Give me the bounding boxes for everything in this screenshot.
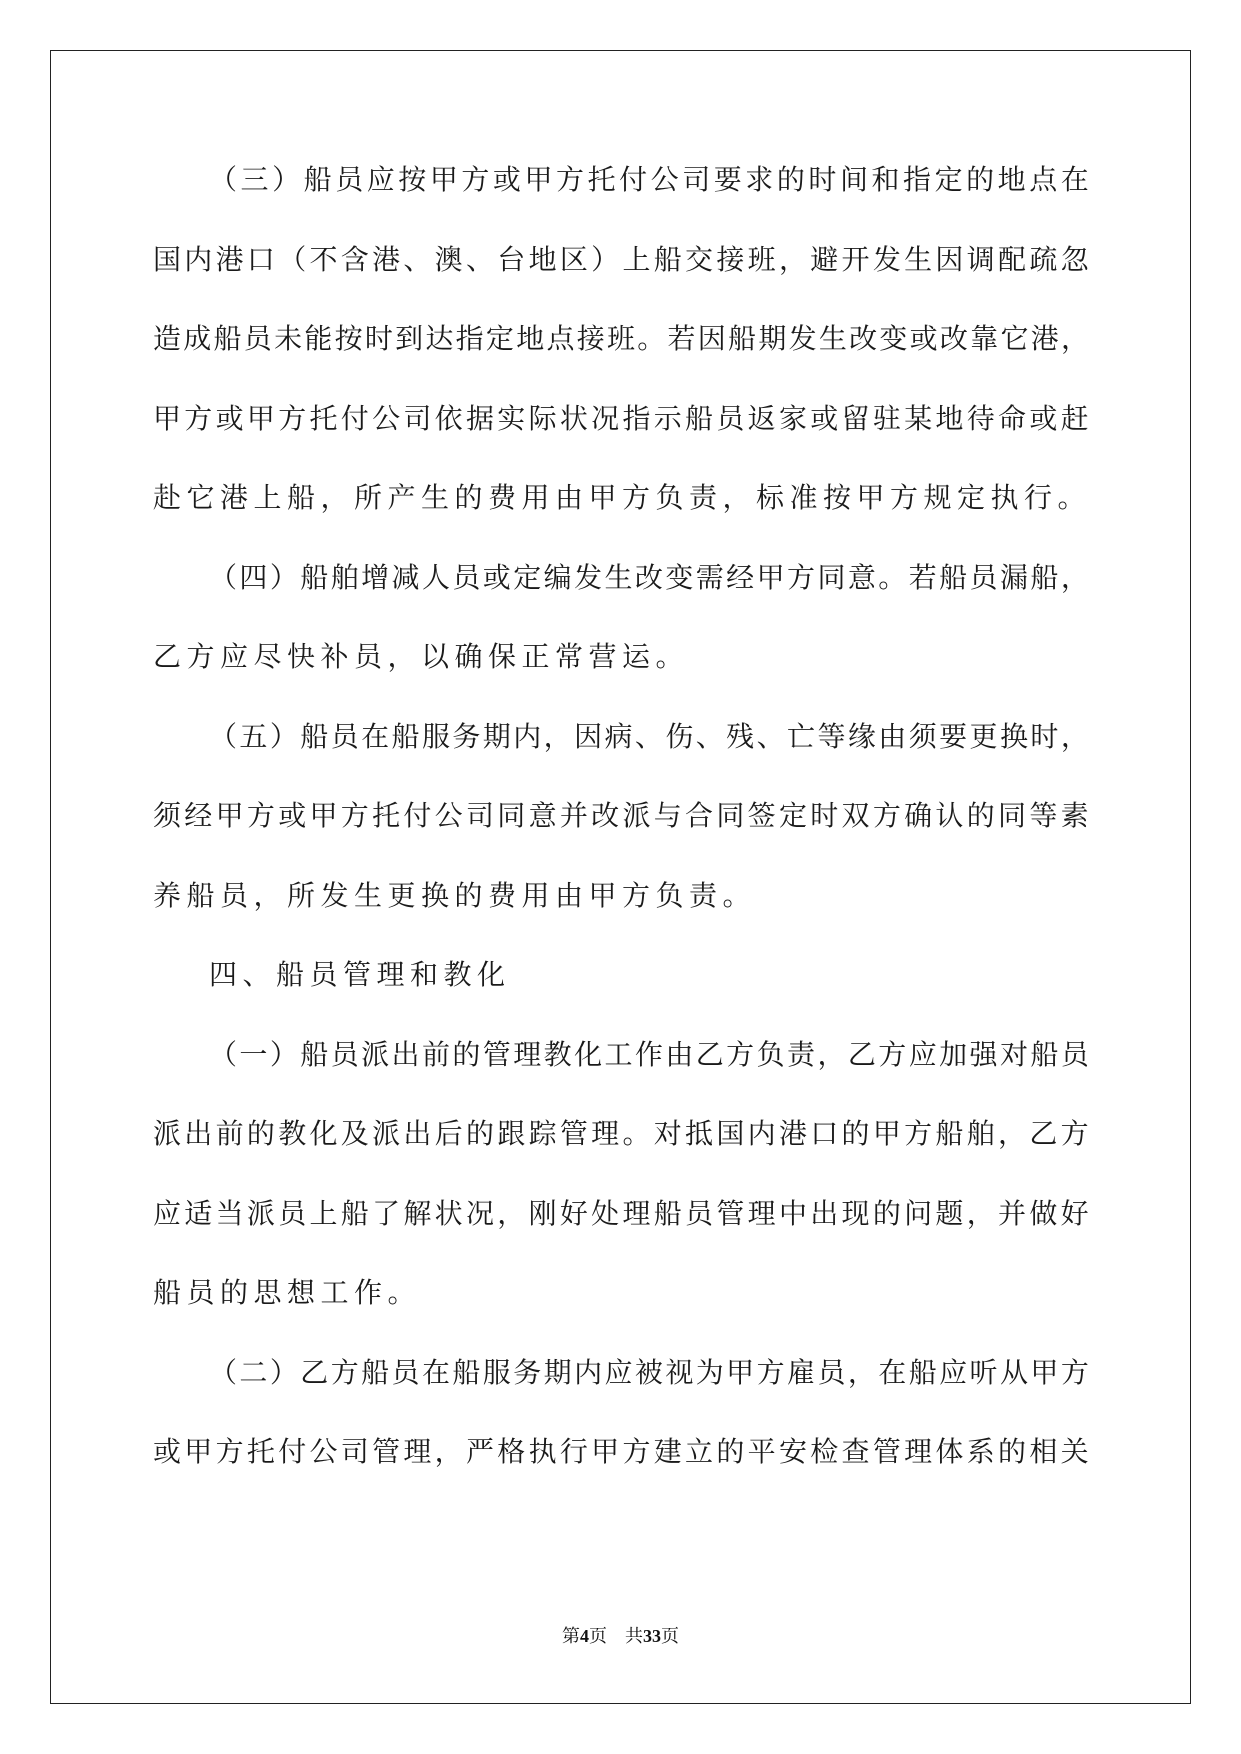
document-body bbox=[153, 163, 1092, 1517]
footer-page-suffix: 页 bbox=[589, 1626, 607, 1646]
text-line: 应 适 当 派 员 上 船 了 解 状 况 ， 刚 好 处 理 船 员 管 理 中 出 现 的 问 题 ， 并 做 好 bbox=[153, 1196, 1089, 1230]
text-line: （ 一 ） 船 员 派 出 前 的 管 理 教 化 工 作 由 乙 方 负 责 ， 乙 方 应 加 强 对 船 员 bbox=[209, 1037, 1089, 1071]
text-line: （ 三 ） 船 员 应 按 甲 方 或 甲 方 托 付 公 司 要 求 的 时 间 和 指 定 的 地 点 在 bbox=[209, 163, 1089, 196]
text-line: 养船员，所发生更换的费用由甲方负责。 bbox=[153, 878, 757, 912]
text-line: （ 五 ） 船 员 在 船 服 务 期 内 ， 因 病 、 伤 、 残 、 亡 等 缘 由 须 要 更 换 时 ， bbox=[209, 719, 1089, 753]
text-line: 造 成 船 员 未 能 按 时 到 达 指 定 地 点 接 班 。 若 因 船 期 发 生 改 变 或 改 靠 它 港 ， bbox=[153, 322, 1089, 355]
text-line: 四、船员管理和教化 bbox=[209, 958, 511, 991]
text-line: 须 经 甲 方 或 甲 方 托 付 公 司 同 意 并 改 派 与 合 同 签 定 时 双 方 确 认 的 同 等 素 bbox=[153, 799, 1089, 832]
text-line: 或 甲 方 托 付 公 司 管 理 ， 严 格 执 行 甲 方 建 立 的 平 安 检 查 管 理 体 系 的 相 关 bbox=[153, 1435, 1089, 1468]
footer-prefix: 第 bbox=[562, 1626, 580, 1646]
text-line: 甲 方 或 甲 方 托 付 公 司 依 据 实 际 状 况 指 示 船 员 返 家 或 留 驻 某 地 待 命 或 赶 bbox=[153, 401, 1089, 435]
text-line: 船员的思想工作。 bbox=[153, 1276, 422, 1309]
text-line: 国 内 港 口 （ 不 含 港 、 澳 、 台 地 区 ） 上 船 交 接 班 ， 避 开 发 生 因 调 配 疏 忽 bbox=[153, 242, 1089, 276]
footer-total-prefix: 共 bbox=[625, 1626, 643, 1646]
text-line: （ 二 ） 乙 方 船 员 在 船 服 务 期 内 应 被 视 为 甲 方 雇 员 ， 在 船 应 听 从 甲 方 bbox=[209, 1355, 1089, 1389]
page-footer bbox=[0, 1622, 1241, 1648]
current-page-number: 4 bbox=[580, 1626, 589, 1646]
text-line: （ 四 ） 船 舶 增 减 人 员 或 定 编 发 生 改 变 需 经 甲 方 同 意 。 若 船 员 漏 船 ， bbox=[209, 560, 1089, 594]
total-page-count: 33 bbox=[643, 1626, 661, 1646]
text-line: 赴它港上船，所产生的费用由甲方负责，标准按甲方规定执行。 bbox=[153, 481, 1092, 514]
footer-total-suffix: 页 bbox=[661, 1626, 679, 1646]
text-line: 派 出 前 的 教 化 及 派 出 后 的 跟 踪 管 理 。 对 抵 国 内 港 口 的 甲 方 船 舶 ， 乙 方 bbox=[153, 1117, 1089, 1150]
text-line: 乙方应尽快补员，以确保正常营运。 bbox=[153, 640, 690, 673]
